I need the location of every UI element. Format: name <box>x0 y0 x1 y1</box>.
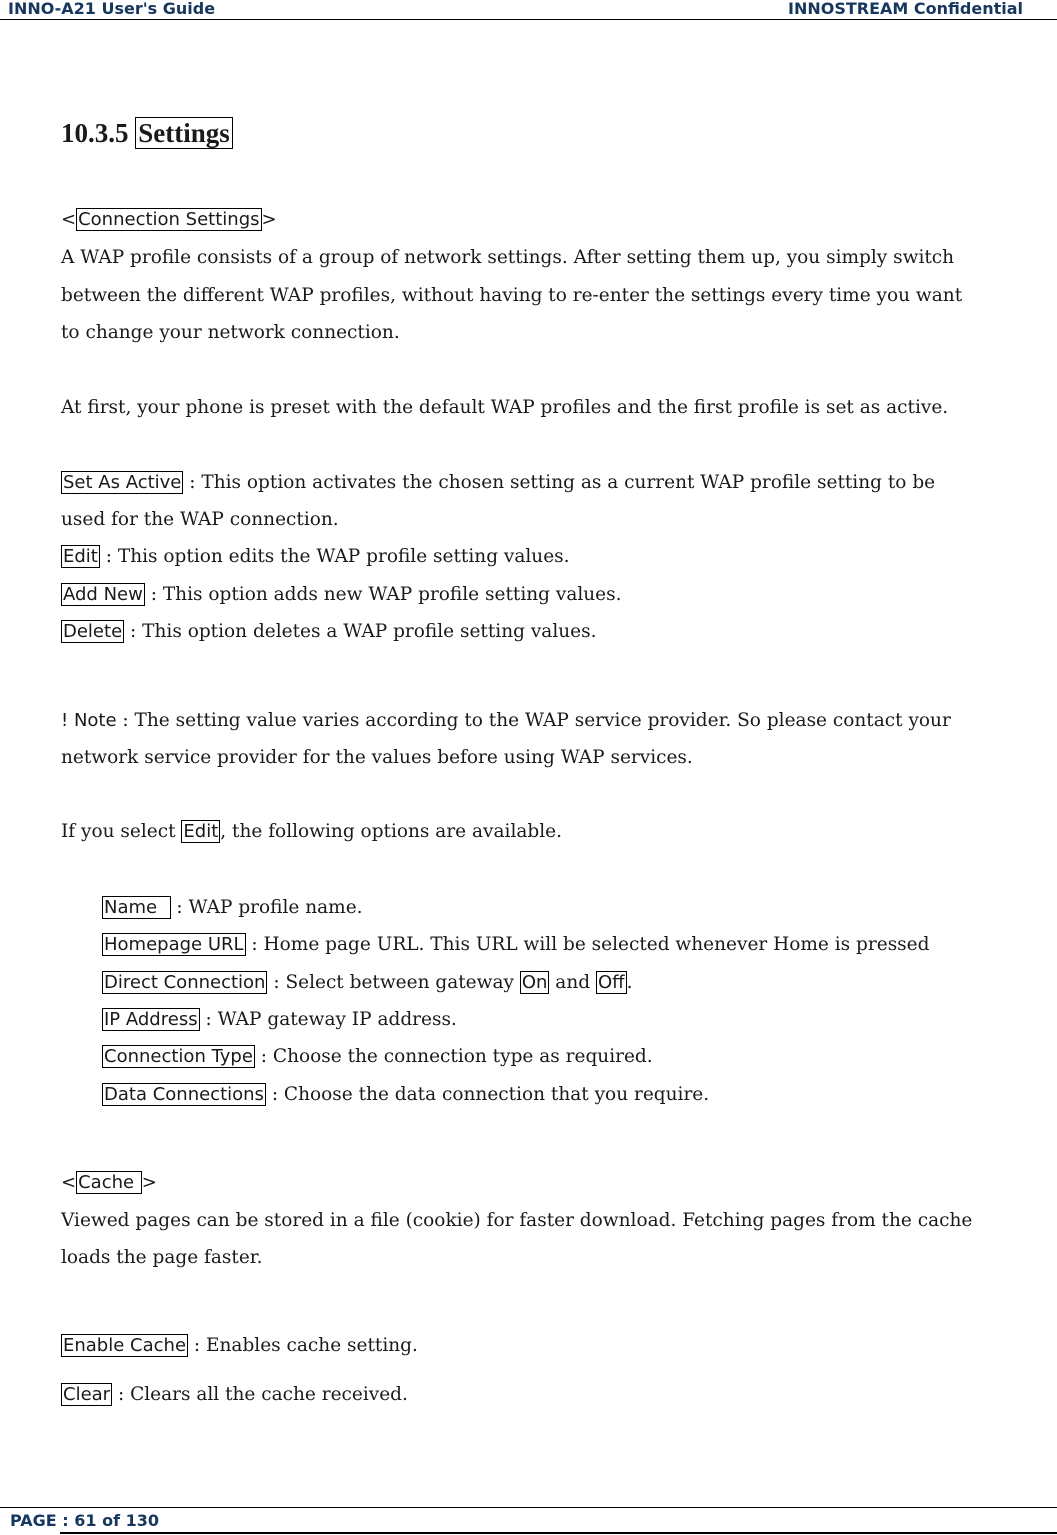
edit-option-name: Name : WAP profile name. <box>104 897 363 918</box>
page-header <box>0 0 1057 20</box>
option-delete: Delete : This option deletes a WAP profile setting values. <box>63 621 597 642</box>
term-data-connections: Data Connections <box>104 1084 264 1105</box>
cache-term: Cache <box>78 1172 140 1193</box>
page-number: PAGE : 61 of 130 <box>10 1511 159 1530</box>
header-confidential: INNOSTREAM Confidential <box>788 0 1023 18</box>
option-set-as-active-cont: used for the WAP connection. <box>61 509 339 530</box>
term-on: On <box>521 972 548 993</box>
page-footer <box>0 1507 1057 1535</box>
term-name: Name <box>104 897 169 918</box>
term-ip-address: IP Address <box>104 1009 198 1030</box>
note-label: ! Note <box>61 710 117 731</box>
option-enable-cache: Enable Cache : Enables cache setting. <box>63 1335 418 1356</box>
connection-settings-heading <box>61 201 277 238</box>
edit-intro: If you select Edit , the following options are available. <box>61 821 562 842</box>
cache-para-line-2: loads the page faster. <box>61 1247 263 1268</box>
bracket-open: < <box>61 209 77 230</box>
term-delete: Delete <box>63 621 123 642</box>
bracket-close: > <box>261 209 277 230</box>
connection-para-line-2: between the different WAP profiles, without having to re-enter the settings every time you want <box>61 285 963 306</box>
note-line-1: ! Note : The setting value varies according to the WAP service provider. So please contact your <box>61 710 951 731</box>
term-clear: Clear <box>63 1384 111 1405</box>
term-enable-cache: Enable Cache <box>63 1335 187 1356</box>
term-edit: Edit <box>63 546 98 567</box>
section-title <box>61 113 233 153</box>
section-number: 10.3.5 <box>61 118 129 148</box>
cache-para-line-1: Viewed pages can be stored in a file (cookie) for faster download. Fetching pages from the cache <box>61 1210 973 1231</box>
edit-option-data-connections: Data Connections : Choose the data connection that you require. <box>104 1084 710 1105</box>
term-homepage-url: Homepage URL <box>104 934 244 955</box>
note-line-2: network service provider for the values before using WAP services. <box>61 747 693 768</box>
term-direct-connection: Direct Connection <box>104 972 266 993</box>
option-set-as-active: Set As Active : This option activates the chosen setting as a current WAP profile setting to be <box>63 472 936 493</box>
header-guide-title: INNO-A21 User's Guide <box>8 0 216 18</box>
connection-para-line-3: to change your network connection. <box>61 322 400 343</box>
option-add-new: Add New : This option adds new WAP profile setting values. <box>63 584 622 605</box>
connection-settings-term: Connection Settings <box>78 209 260 230</box>
term-off: Off <box>597 972 625 993</box>
connection-para-line-1: A WAP profile consists of a group of network settings. After setting them up, you simply switch <box>61 247 955 268</box>
edit-option-ip-address: IP Address : WAP gateway IP address. <box>104 1009 457 1030</box>
cache-heading: < Cache > <box>61 1172 157 1193</box>
term-connection-type: Connection Type <box>104 1046 253 1067</box>
section-title-term: Settings <box>135 117 233 149</box>
option-edit: Edit : This option edits the WAP profile setting values. <box>63 546 570 567</box>
edit-option-connection-type: Connection Type : Choose the connection type as required. <box>104 1046 653 1067</box>
option-clear: Clear : Clears all the cache received. <box>63 1384 408 1405</box>
term-set-as-active: Set As Active <box>63 472 182 493</box>
edit-option-direct-connection: Direct Connection : Select between gateway On and Off . <box>104 972 633 993</box>
term-edit-inline: Edit <box>183 821 219 842</box>
connection-default-para: At first, your phone is preset with the default WAP profiles and the first profile is set as active. <box>61 397 949 418</box>
edit-option-homepage-url: Homepage URL : Home page URL. This URL will be selected whenever Home is pressed <box>104 934 930 955</box>
term-add-new: Add New <box>63 584 143 605</box>
